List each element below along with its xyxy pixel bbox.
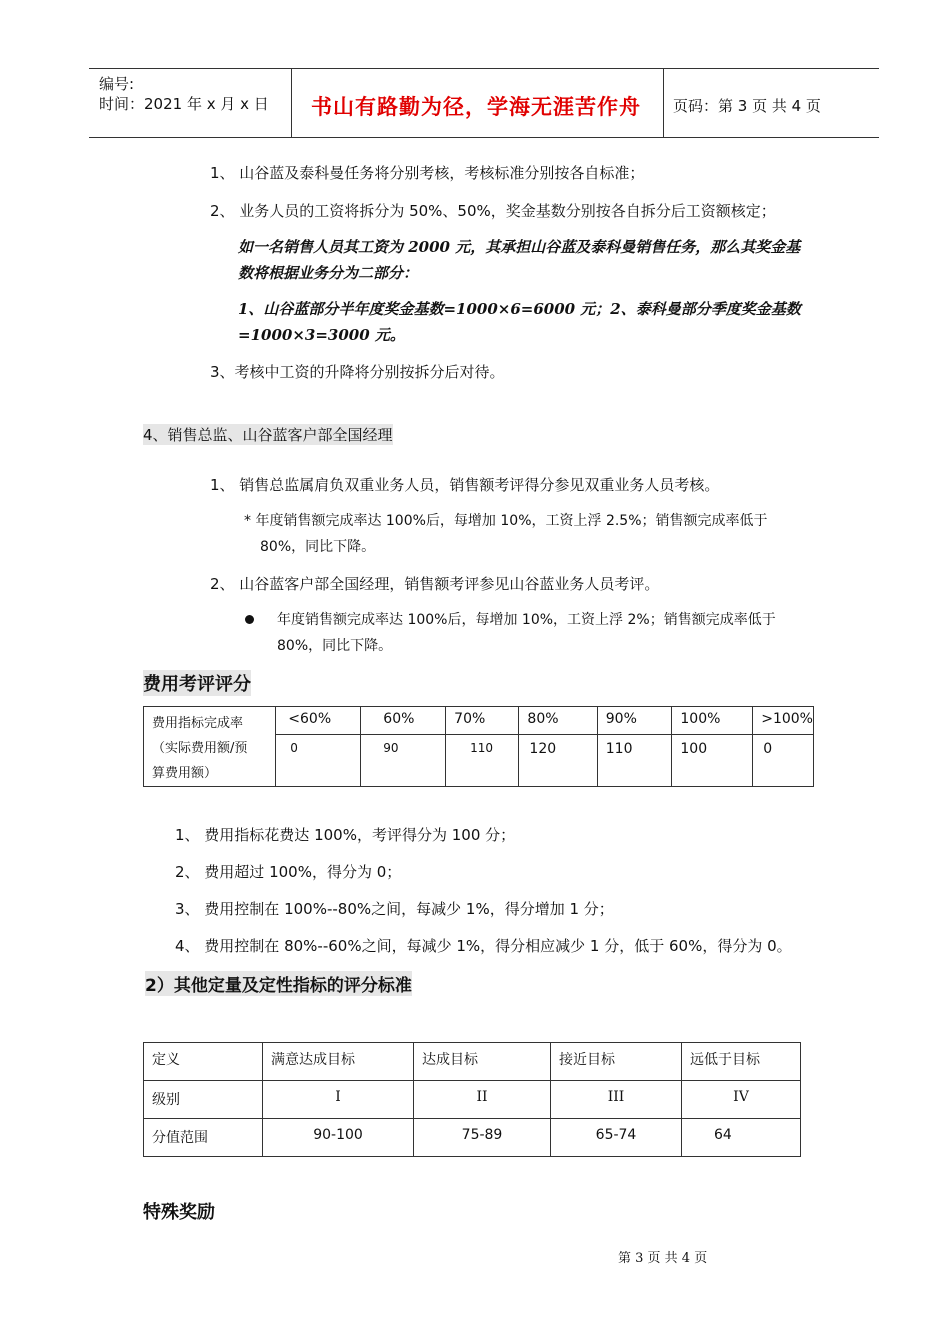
rate-cell: 70% <box>446 707 519 735</box>
bullet-line-1: 年度销售额完成率达 100%后，每增加 10%，工资上浮 2%；销售额完成率低于 <box>277 612 776 628</box>
rate-cell: 100% <box>672 707 753 735</box>
special-heading: 特殊奖励 <box>143 1202 215 1223</box>
bullet-icon <box>245 615 254 624</box>
expense-rule: 1、 费用指标花费达 100%，考评得分为 100 分； <box>175 826 516 844</box>
expense-heading: 费用考评评分 <box>143 670 251 696</box>
score-cell: 120 <box>519 735 597 787</box>
row-header-line: 算费用额） <box>152 766 218 781</box>
section-b-item-1: 1、 销售总监属肩负双重业务人员，销售额考评得分参见双重业务人员考核。 <box>210 476 720 494</box>
example-line-1: 如一名销售人员其工资为 2000 元，其承担山谷蓝及泰科曼销售任务，那么其奖金基 <box>238 238 801 256</box>
section-a-item-3: 3、考核中工资的升降将分别按拆分后对待。 <box>210 363 505 381</box>
slogan: 书山有路勤为径，学海无涯苦作舟 <box>311 95 641 119</box>
header-divider <box>291 69 292 137</box>
row-header-line: 费用指标完成率 <box>152 716 244 731</box>
table-cell: 接近目标 <box>551 1043 682 1081</box>
table-cell: 满意达成目标 <box>263 1043 414 1081</box>
section-a-item-2: 2、 业务人员的工资将拆分为 50%、50%，奖金基数分别按各自拆分后工资额核定； <box>210 202 776 220</box>
table-cell: 远低于目标 <box>682 1043 801 1081</box>
table-cell: I <box>263 1081 414 1119</box>
table-row <box>144 1119 801 1157</box>
page-label: 页码：第 3 页 共 4 页 <box>673 97 821 115</box>
table-cell: 75-89 <box>414 1119 551 1157</box>
row-header-line: （实际费用额/预 <box>152 741 248 756</box>
number-label: 编号: <box>99 75 135 93</box>
rating-table <box>143 1042 801 1157</box>
table-cell: 达成目标 <box>414 1043 551 1081</box>
expense-rule: 3、 费用控制在 100%--80%之间，每减少 1%，得分增加 1 分； <box>175 900 614 918</box>
rate-cell: 60% <box>361 707 446 735</box>
table-row <box>144 1043 801 1081</box>
star-line-1: * 年度销售额完成率达 100%后，每增加 10%，工资上浮 2.5%；销售额完成率低于 <box>244 513 768 529</box>
rate-cell: <60% <box>276 707 361 735</box>
table-cell: II <box>414 1081 551 1119</box>
other-heading: 2）其他定量及定性指标的评分标准 <box>145 971 412 996</box>
example-line-2: 数将根据业务分为二部分： <box>238 264 419 282</box>
expense-row-header <box>144 707 276 787</box>
page-header <box>89 68 879 138</box>
score-cell: 0 <box>753 735 814 787</box>
section-b-item-2: 2、 山谷蓝客户部全国经理，销售额考评参见山谷蓝业务人员考评。 <box>210 575 660 593</box>
table-cell: 65-74 <box>551 1119 682 1157</box>
table-row <box>144 707 814 735</box>
time-label: 时间：2021 年 x 月 x 日 <box>99 95 269 113</box>
score-cell: 110 <box>597 735 672 787</box>
calc-line-2: =1000×3=3000 元。 <box>238 326 405 344</box>
table-cell: III <box>551 1081 682 1119</box>
score-cell: 110 <box>446 735 519 787</box>
expense-rule: 4、 费用控制在 80%--60%之间，每减少 1%，得分相应减少 1 分，低于 60%，得分为 0。 <box>175 937 792 955</box>
star-line-2: 80%，同比下降。 <box>260 539 376 555</box>
table-row <box>144 1081 801 1119</box>
rate-cell: 90% <box>597 707 672 735</box>
section-a-item-1: 1、 山谷蓝及泰科曼任务将分别考核，考核标准分别按各自标准； <box>210 164 645 182</box>
header-divider <box>663 69 664 137</box>
score-cell: 100 <box>672 735 753 787</box>
expense-table <box>143 706 814 787</box>
section-b-heading: 4、销售总监、山谷蓝客户部全国经理 <box>143 426 393 444</box>
score-cell: 0 <box>276 735 361 787</box>
table-cell: 90-100 <box>263 1119 414 1157</box>
rate-cell: 80% <box>519 707 597 735</box>
rate-cell: >100% <box>753 707 814 735</box>
score-cell: 90 <box>361 735 446 787</box>
table-cell: 64 <box>682 1119 801 1157</box>
table-cell: 定义 <box>144 1043 263 1081</box>
footer-page: 第 3 页 共 4 页 <box>618 1251 708 1266</box>
table-cell: IV <box>682 1081 801 1119</box>
table-cell: 级别 <box>144 1081 263 1119</box>
table-cell: 分值范围 <box>144 1119 263 1157</box>
bullet-line-2: 80%，同比下降。 <box>277 638 393 654</box>
expense-rule: 2、 费用超过 100%，得分为 0； <box>175 863 402 881</box>
calc-line-1: 1、山谷蓝部分半年度奖金基数=1000×6=6000 元；2、泰科曼部分季度奖金基数 <box>238 300 801 318</box>
